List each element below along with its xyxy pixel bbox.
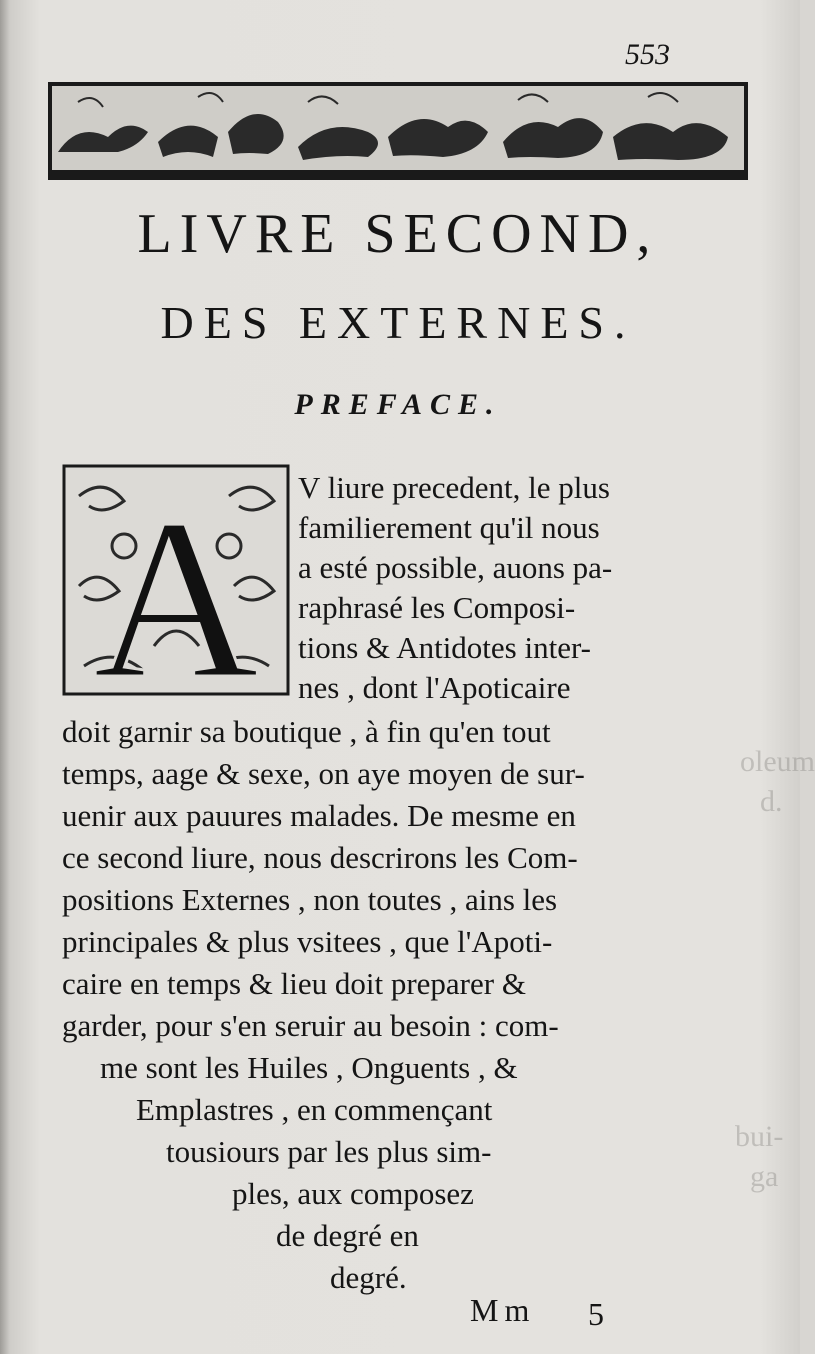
page-number: 553: [625, 38, 670, 71]
body-line: V liure precedent, le plus: [298, 470, 610, 505]
show-through-text: oleum: [740, 745, 815, 778]
body-line: principales & plus vsitees , que l'Apoti-: [62, 924, 553, 959]
show-through-text: d.: [760, 785, 783, 818]
dropcap-letter: A: [92, 471, 260, 726]
show-through-text: ga: [750, 1160, 779, 1193]
body-line: me sont les Huiles , Onguents , &: [100, 1050, 518, 1085]
body-line: garder, pour s'en seruir au besoin : com-: [62, 1008, 559, 1043]
body-line: a esté possible, auons pa-: [298, 550, 613, 585]
body-line: caire en temps & lieu doit preparer &: [62, 966, 526, 1001]
body-line: ce second liure, nous descrirons les Com-: [62, 840, 578, 875]
body-line: de degré en: [276, 1218, 419, 1253]
book-subtitle: DES EXTERNES.: [160, 297, 636, 348]
body-line: degré.: [330, 1260, 407, 1295]
decorated-initial: [64, 466, 288, 726]
body-line: tions & Antidotes inter-: [298, 630, 592, 665]
body-line: raphrasé les Composi-: [298, 590, 576, 625]
body-line: nes , dont l'Apoticaire: [298, 670, 571, 705]
book-title: LIVRE SECOND,: [137, 203, 659, 265]
body-line: positions Externes , non toutes , ains les: [62, 882, 558, 917]
body-line: ples, aux composez: [232, 1176, 474, 1211]
body-line: familierement qu'il nous: [298, 510, 600, 545]
signature-number: 5: [588, 1296, 604, 1332]
preface-heading: PREFACE.: [294, 388, 502, 421]
body-line: tousiours par les plus sim-: [166, 1134, 492, 1169]
body-line: temps, aage & sexe, on aye moyen de sur-: [62, 756, 585, 791]
show-through-text: bui-: [735, 1120, 784, 1153]
body-line: Emplastres , en commençant: [136, 1092, 493, 1127]
woodcut-ornament-band: [48, 82, 748, 180]
body-line: doit garnir sa boutique , à fin qu'en tout: [62, 714, 551, 749]
body-line: uenir aux pauures malades. De mesme en: [62, 798, 576, 833]
signature-mark: Mm: [470, 1292, 536, 1328]
